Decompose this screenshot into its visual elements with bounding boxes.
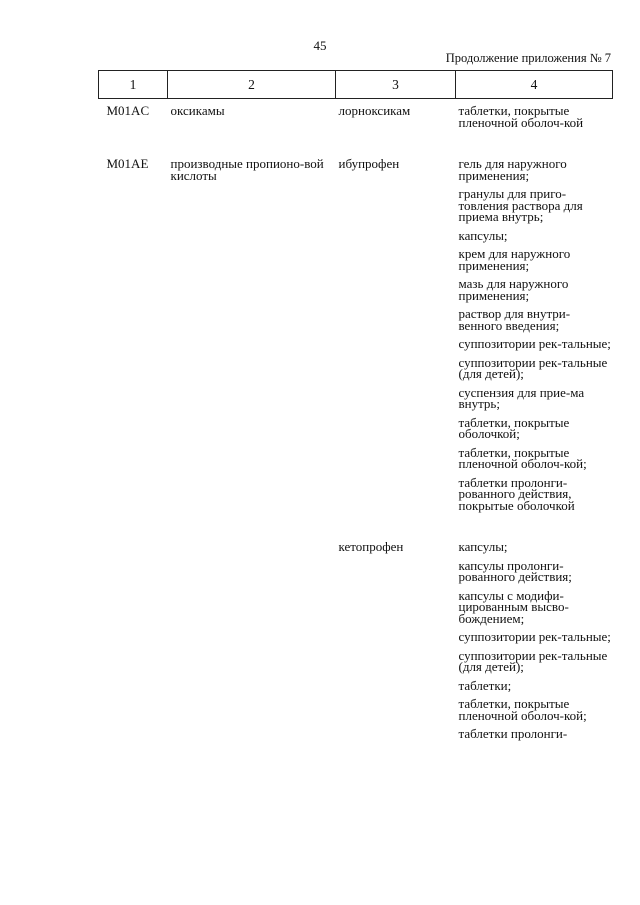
column-header-4: 4	[456, 71, 613, 99]
atc-code	[99, 535, 168, 747]
pharmacological-group: оксикамы	[170, 103, 225, 118]
dosage-form-item: суппозитории рек-тальные (для детей);	[458, 647, 608, 674]
dosage-form-item: таблетки пролонги-	[458, 726, 568, 741]
dosage-forms	[456, 535, 613, 747]
column-header-1: 1	[99, 71, 168, 99]
dosage-forms	[456, 152, 613, 518]
dosage-forms	[456, 99, 613, 136]
dosage-form-item: суспензия для прие-ма внутрь;	[458, 384, 585, 411]
column-header-3: 3	[336, 71, 456, 99]
dosage-form-item: мазь для наружного применения;	[458, 276, 569, 303]
dosage-form-item: суппозитории рек-тальные;	[458, 629, 611, 644]
pharmacological-group: производные пропионо-вой кислоты	[170, 156, 324, 183]
table-header	[99, 71, 613, 99]
table-row	[99, 152, 613, 518]
table-row	[99, 99, 613, 136]
dosage-form-item: крем для наружного применения;	[458, 246, 571, 273]
pharmacological-group	[168, 535, 336, 747]
dosage-form-item: таблетки, покрытые оболочкой;	[458, 414, 570, 441]
dosage-form-item: капсулы пролонги-рованного действия;	[458, 557, 572, 584]
dosage-form-item: капсулы;	[458, 227, 508, 243]
column-header-2: 2	[168, 71, 336, 99]
dosage-form-item: гель для наружного применения;	[458, 156, 567, 183]
page-number: 45	[313, 38, 327, 53]
dosage-form-item: таблетки;	[458, 677, 512, 693]
dosage-form-item: таблетки, покрытые пленочной оболоч-кой;	[458, 696, 587, 723]
drug-name: лорноксикам	[338, 103, 411, 118]
dosage-form-item: таблетки, покрытые пленочной оболоч-кой	[458, 103, 584, 130]
dosage-form-item: гранулы для приго-товления раствора для приема внутрь;	[458, 186, 583, 224]
dosage-form-item: капсулы с модифи-цированным высво-бождением;	[458, 587, 569, 626]
atc-code: M01AC	[106, 103, 150, 118]
dosage-form-item: суппозитории рек-тальные;	[458, 336, 611, 351]
dosage-form-item: таблетки пролонги-рованного действия, покрытые оболочкой	[458, 474, 575, 513]
dosage-form-item: капсулы;	[458, 539, 508, 554]
dosage-form-item: суппозитории рек-тальные (для детей);	[458, 354, 608, 381]
drug-name: кетопрофен	[338, 539, 404, 554]
medication-table	[98, 70, 613, 747]
dosage-form-item: таблетки, покрытые пленочной оболоч-кой;	[458, 444, 587, 471]
appendix-continuation-label: Продолжение приложения № 7	[445, 51, 611, 65]
drug-name: ибупрофен	[338, 156, 400, 171]
table-row	[99, 535, 613, 747]
dosage-form-item: раствор для внутри-венного введения;	[458, 306, 571, 333]
atc-code: M01AE	[106, 156, 149, 171]
